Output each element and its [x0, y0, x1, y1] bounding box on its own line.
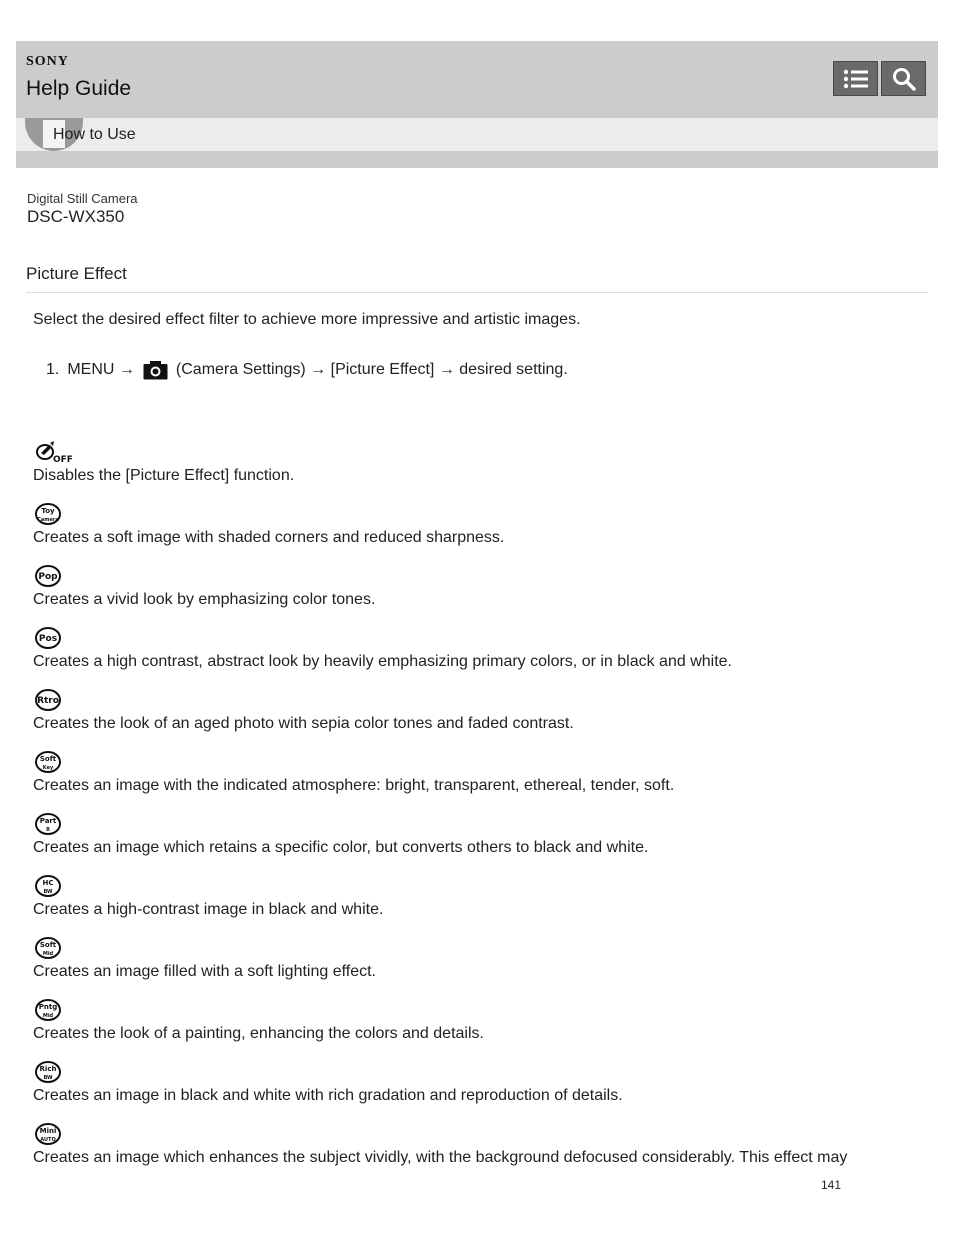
step-1 [46, 360, 568, 380]
svg-text:Soft: Soft [39, 941, 57, 949]
effect-description: Creates an image filled with a soft lighting effect. [33, 963, 376, 980]
search-button[interactable] [881, 61, 926, 96]
svg-text:R: R [46, 827, 50, 833]
svg-text:AUTO: AUTO [40, 1137, 56, 1143]
effect-icon [35, 502, 63, 531]
svg-text:Mid: Mid [42, 1013, 54, 1019]
svg-text:HC: HC [42, 879, 54, 887]
effect-icon [35, 1122, 63, 1151]
camera-icon [143, 360, 168, 380]
svg-text:Rich: Rich [39, 1065, 57, 1073]
svg-text:BW: BW [43, 1075, 53, 1081]
divider [26, 292, 928, 293]
svg-text:Pos: Pos [38, 634, 58, 644]
effect-description: Creates a soft image with shaded corners and reduced sharpness. [33, 529, 505, 546]
effect-description: Creates a high contrast, abstract look by heavily emphasizing primary colors, or in black and white. [33, 653, 732, 670]
effect-icon [35, 1060, 63, 1089]
effect-description: Creates the look of an aged photo with sepia color tones and faded contrast. [33, 715, 574, 732]
effect-icon [35, 440, 75, 469]
breadcrumb [16, 118, 938, 151]
effect-icon [35, 812, 63, 841]
breadcrumb-sub-bar [16, 151, 938, 168]
svg-text:Key: Key [42, 765, 54, 771]
effect-description: Creates a high-contrast image in black and white. [33, 901, 384, 918]
svg-text:Mini: Mini [39, 1127, 57, 1135]
step-number: 1. [46, 361, 60, 378]
effect-icon [35, 688, 63, 717]
breadcrumb-link-how-to-use[interactable]: How to Use [53, 126, 136, 143]
svg-text:Rtro: Rtro [37, 696, 59, 706]
effect-description: Creates a vivid look by emphasizing color tones. [33, 591, 376, 608]
svg-text:Mid: Mid [42, 951, 54, 957]
svg-text:Pntg: Pntg [38, 1003, 58, 1011]
svg-text:Part: Part [39, 817, 57, 825]
effect-description: Creates an image which enhances the subject vividly, with the background defocused considerably. This effect may [33, 1149, 848, 1166]
effect-icon [35, 626, 63, 655]
topic-heading: Picture Effect [26, 264, 127, 283]
effect-icon [35, 936, 63, 965]
effect-description: Creates the look of a painting, enhancing the colors and details. [33, 1025, 484, 1042]
svg-text:Soft: Soft [39, 755, 57, 763]
intro-text: Select the desired effect filter to achieve more impressive and artistic images. [33, 311, 581, 328]
list-icon [843, 68, 869, 90]
page-title: Help Guide [26, 77, 132, 100]
step-menu-text: MENU → [67, 361, 135, 378]
svg-text:OFF: OFF [53, 455, 73, 464]
effect-description: Creates an image with the indicated atmosphere: bright, transparent, ethereal, tender, soft. [33, 777, 675, 794]
effect-icon [35, 750, 63, 779]
effect-icon [35, 564, 63, 593]
sony-logo: SONY [26, 54, 69, 69]
search-icon [892, 67, 916, 91]
effect-description: Creates an image which retains a specific color, but converts others to black and white. [33, 839, 649, 856]
effect-description: Disables the [Picture Effect] function. [33, 467, 295, 484]
svg-text:Toy: Toy [41, 507, 55, 515]
header-bar [16, 41, 938, 118]
menu-button[interactable] [833, 61, 878, 96]
effect-icon [35, 998, 63, 1027]
svg-text:BW: BW [43, 889, 53, 895]
product-type: Digital Still Camera [27, 191, 138, 206]
page-number: 141 [821, 1178, 842, 1192]
product-model: DSC-WX350 [27, 207, 125, 226]
step-rest-text: (Camera Settings) → [Picture Effect] → desired setting. [175, 361, 568, 378]
svg-text:Camera: Camera [37, 517, 59, 523]
effect-description: Creates an image in black and white with rich gradation and reproduction of details. [33, 1087, 623, 1104]
svg-text:Pop: Pop [38, 572, 58, 582]
effect-icon [35, 874, 63, 903]
